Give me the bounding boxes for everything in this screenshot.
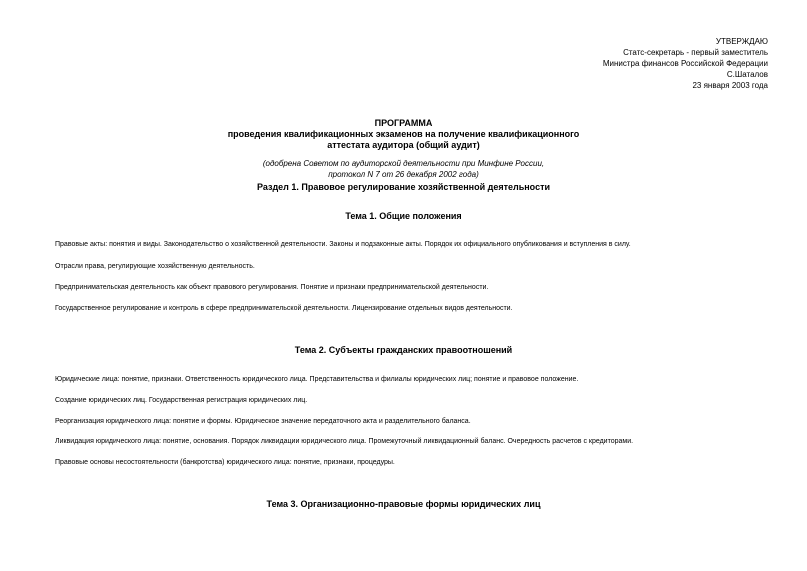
document-subtitle-line2: аттестата аудитора (общий аудит) [327,140,480,150]
topic-heading: Тема 2. Субъекты гражданских правоотношений [294,345,513,355]
paragraph: Правовые основы несостоятельности (банкротства) юридического лица: понятие, признаки, процедуры. [55,459,395,466]
topic-heading: Тема 3. Организационно-правовые формы юридических лиц [266,499,541,509]
document-title: ПРОГРАММА [374,118,433,128]
paragraph: Ликвидация юридического лица: понятие, основания. Порядок ликвидации юридического лица. Промежуточный ликвидационный баланс. Очередность расчетов с кредиторами. [55,438,634,445]
paragraph: Отрасли права, регулирующие хозяйственную деятельность. [55,263,255,270]
section-heading: Раздел 1. Правовое регулирование хозяйственной деятельности [256,182,551,192]
paragraph: Создание юридических лиц. Государственная регистрация юридических лиц. [55,397,308,404]
document-title-block [0,118,807,193]
paragraph: Предпринимательская деятельность как объект правового регулирования. Понятие и признаки предпринимательской деятельности. [55,284,489,291]
approval-note-line1: (одобрена Советом по аудиторской деятельности при Минфине России, [262,159,545,168]
approval-heading: УТВЕРЖДАЮ [715,37,768,46]
approval-block [603,36,768,91]
document-subtitle-line1: проведения квалификационных экзаменов на получение квалификационного [227,129,580,139]
paragraph: Юридические лица: понятие, признаки. Ответственность юридического лица. Представительства и филиалы юридических лиц; понятие и правовое положение. [55,376,579,383]
approval-date: 23 января 2003 года [692,81,768,90]
approval-note-line2: протокол N 7 от 26 декабря 2002 года) [328,170,479,179]
approver-name: С.Шаталов [726,70,768,79]
approver-ministry: Министра финансов Российской Федерации [602,59,768,68]
paragraph: Реорганизация юридического лица: понятие и формы. Юридическое значение передаточного акта и разделительного баланса. [55,418,471,425]
topic-heading: Тема 1. Общие положения [345,211,462,221]
paragraph: Государственное регулирование и контроль в сфере предпринимательской деятельности. Лицензирование отдельных видов деятельности. [55,305,513,312]
paragraph: Правовые акты: понятия и виды. Законодательство о хозяйственной деятельности. Законы и подзаконные акты. Порядок их официального опубликования и вступления в силу. [55,241,631,248]
approver-position: Статс-секретарь - первый заместитель [623,48,768,57]
